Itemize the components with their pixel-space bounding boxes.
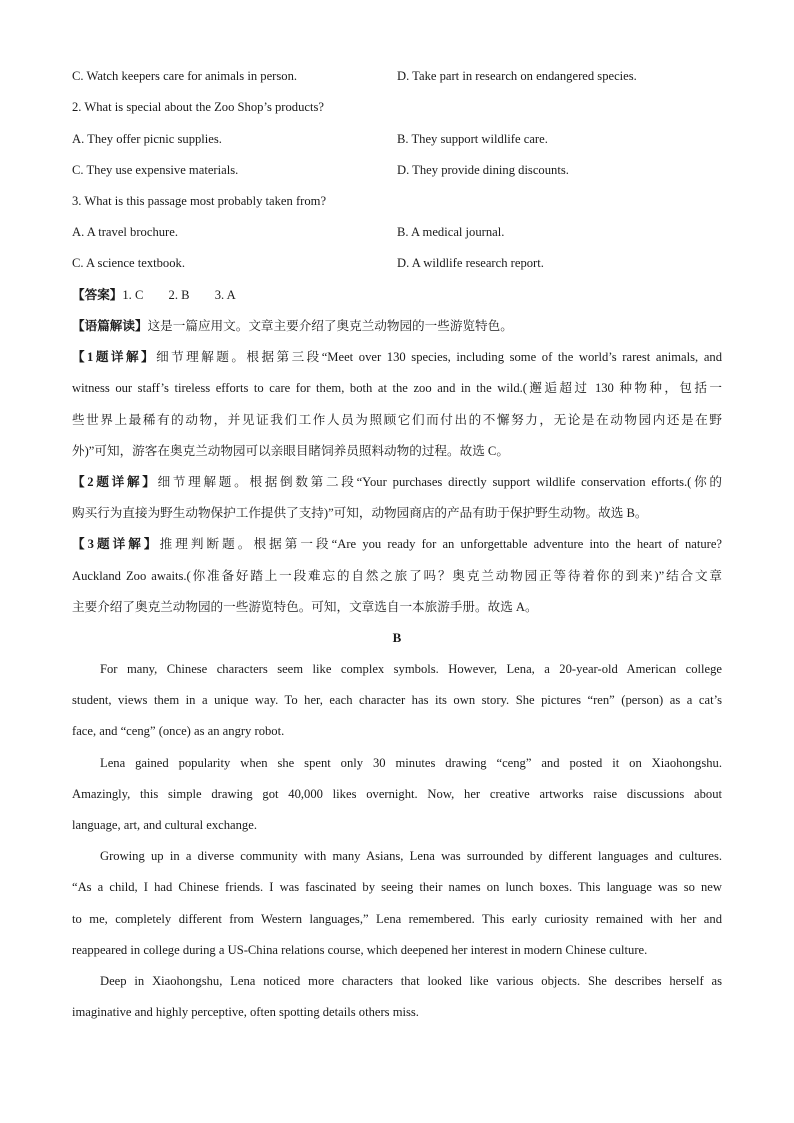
detail2-tag: 【2题详解】	[72, 475, 158, 489]
p1-line1: For many, Chinese characters seem like complex symbols. However, Lena, a 20-year-old American college	[100, 662, 722, 676]
detail3-line2: Auckland Zoo awaits.(你准备好踏上一段难忘的自然之旅了吗？奥克兰动物园正等待着你的到来)”结合文章	[72, 569, 722, 583]
q1-option-d: D. Take part in research on endangered species.	[397, 69, 637, 83]
q3-option-a: A. A travel brochure.	[72, 225, 178, 239]
detail1-line1	[72, 349, 722, 365]
p1-line2: student, views them in a unique way. To her, each character has its own story. She pictures “ren” (person) as a cat’s	[72, 693, 722, 707]
q3-option-d: D. A wildlife research report.	[397, 256, 544, 270]
detail3-line3: 主要介绍了奥克兰动物园的一些游览特色。可知，文章选自一本旅游手册。故选 A。	[72, 600, 538, 614]
detail1-line2: witness our staff’s tireless efforts to care for them, both at the zoo and in the wild.(邂逅超过 130 种物种，包括一	[72, 381, 722, 395]
q2-option-c: C. They use expensive materials.	[72, 163, 239, 177]
q3-option-c: C. A science textbook.	[72, 256, 185, 270]
summary-line	[72, 318, 513, 334]
summary-text: 这是一篇应用文。文章主要介绍了奥克兰动物园的一些游览特色。	[147, 319, 513, 333]
detail3-tag: 【3题详解】	[72, 537, 160, 551]
p4-line2: imaginative and highly perceptive, often spotting details others miss.	[72, 1005, 419, 1019]
detail2-line1	[72, 474, 722, 490]
p2-line3: language, art, and cultural exchange.	[72, 818, 257, 832]
p1-line3: face, and “ceng” (once) as an angry robot.	[72, 724, 285, 738]
answer-tag: 【答案】	[72, 288, 123, 302]
q3-stem: 3. What is this passage most probably taken from?	[72, 194, 327, 208]
detail2-text-1: 细节理解题。根据倒数第二段“Your purchases directly support wildlife conservation efforts.(你的	[157, 475, 722, 489]
q3-option-b: B. A medical journal.	[397, 225, 505, 239]
detail1-line4: 外)”可知，游客在奥克兰动物园可以亲眼目睹饲养员照料动物的过程。故选 C。	[72, 444, 509, 458]
answer-line	[72, 287, 236, 303]
p3-line4: reappeared in college during a US-China relations course, which deepened her interest in modern Chinese culture.	[72, 943, 648, 957]
p2-line1: Lena gained popularity when she spent only 30 minutes drawing “ceng” and posted it on Xiaohongshu.	[100, 756, 722, 770]
answer-text: 1. C 2. B 3. A	[122, 288, 236, 302]
p3-line2: “As a child, I had Chinese friends. I was fascinated by seeing their names on lunch boxes. This language was so new	[72, 880, 722, 894]
p2-line2: Amazingly, this simple drawing got 40,000 likes overnight. Now, her creative artworks raise discussions about	[72, 787, 722, 801]
detail1-text-1: 细节理解题。根据第三段“Meet over 130 species, including some of the world’s rarest animals, and	[156, 350, 722, 364]
p3-line3: to me, completely different from Western languages,” Lena remembered. This early curiosity remained with her and	[72, 912, 722, 926]
detail1-tag: 【1题详解】	[72, 350, 157, 364]
section-b-heading: B	[392, 630, 402, 645]
detail2-line2: 购买行为直接为野生动物保护工作提供了支持)”可知，动物园商店的产品有助于保护野生动物。故选 B。	[72, 506, 648, 520]
summary-tag: 【语篇解读】	[72, 319, 148, 333]
q1-option-c: C. Watch keepers care for animals in person.	[72, 69, 298, 83]
p3-line1: Growing up in a diverse community with many Asians, Lena was surrounded by different languages and cultures.	[100, 849, 722, 863]
detail1-line3: 些世界上最稀有的动物，并见证我们工作人员为照顾它们而付出的不懈努力，无论是在动物园内还是在野	[72, 413, 722, 427]
detail3-line1	[72, 536, 722, 552]
p4-line1: Deep in Xiaohongshu, Lena noticed more characters that looked like various objects. She describes herself as	[100, 974, 722, 988]
q2-option-a: A. They offer picnic supplies.	[72, 132, 222, 146]
q2-stem: 2. What is special about the Zoo Shop’s products?	[72, 100, 324, 114]
detail3-text-1: 推理判断题。根据第一段“Are you ready for an unforgettable adventure into the heart of nature?	[159, 537, 722, 551]
q2-option-d: D. They provide dining discounts.	[397, 163, 569, 177]
q2-option-b: B. They support wildlife care.	[397, 132, 548, 146]
